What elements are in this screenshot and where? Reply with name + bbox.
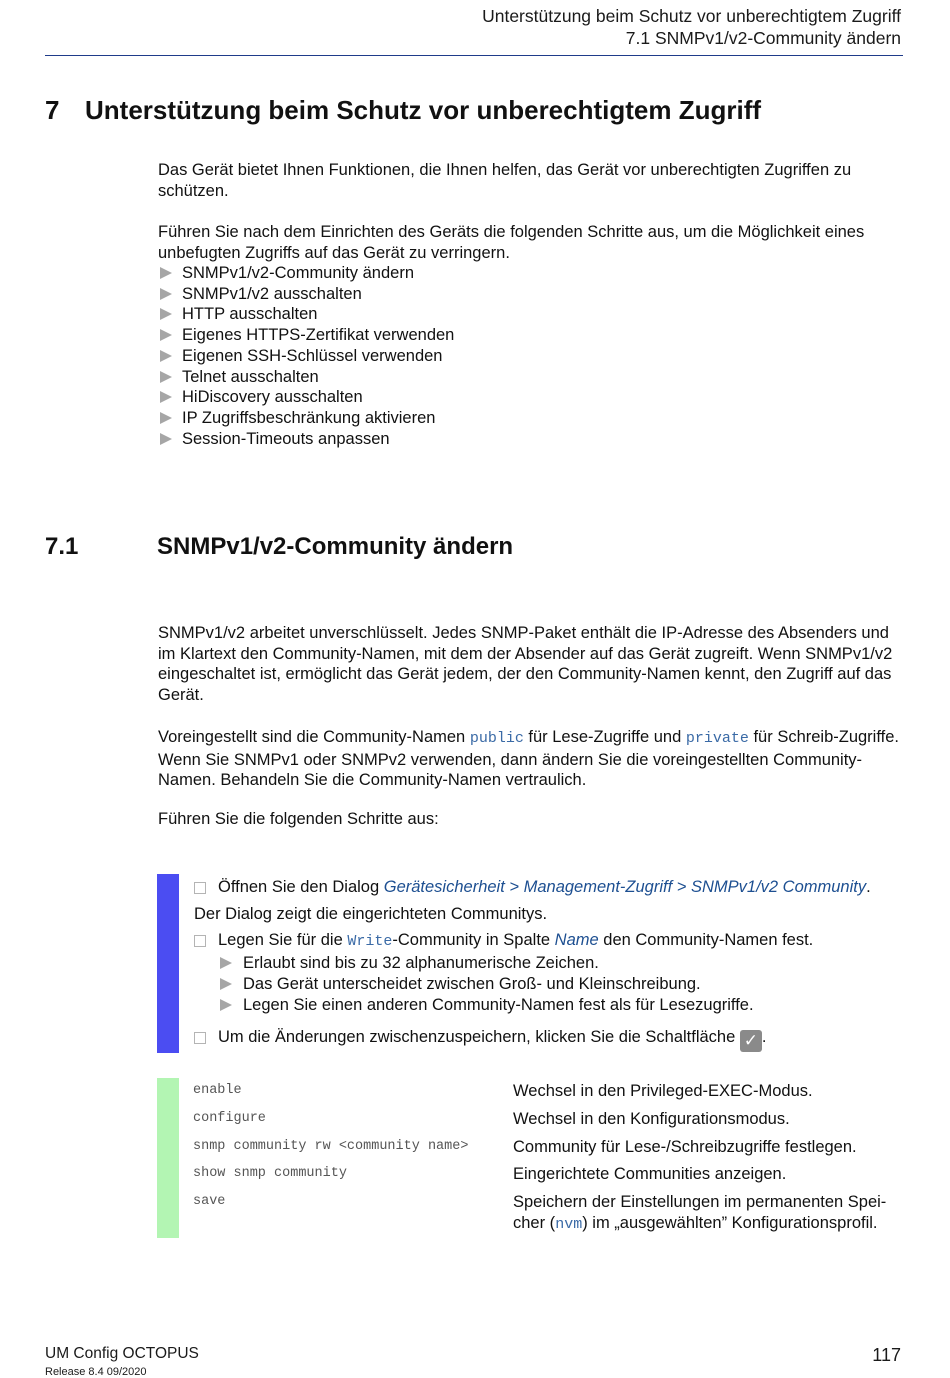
cli-command: show snmp community xyxy=(193,1166,347,1181)
list-item: Session-Timeouts anpassen xyxy=(158,429,454,450)
cli-description: Wechsel in den Konfigurationsmodus. xyxy=(513,1110,790,1128)
chapter-intro-2: Führen Sie nach dem Einrichten des Geräts die folgenden Schritte aus, um die Möglichkeit eines unbefugten Zugriffs auf das Gerät zu verringern. xyxy=(158,223,865,262)
cli-description: Eingerichtete Communities anzeigen. xyxy=(513,1165,787,1183)
bullet-triangle-icon xyxy=(160,288,172,300)
header-rule xyxy=(45,55,903,56)
list-item: Legen Sie einen anderen Community-Namen fest als für Lesezugriffe. xyxy=(194,995,904,1016)
measures-list xyxy=(158,263,454,449)
step-save: Um die Änderungen zwischenzuspeichern, klicken Sie die Schaltfläche ✓ . xyxy=(194,1027,904,1052)
list-item: Telnet ausschalten xyxy=(158,367,454,388)
bullet-triangle-icon xyxy=(160,329,172,341)
cli-command: enable xyxy=(193,1083,242,1098)
code-public: public xyxy=(469,730,524,747)
list-item: SNMPv1/v2 ausschalten xyxy=(158,284,454,305)
list-item: HTTP ausschalten xyxy=(158,304,454,325)
list-item: Eigenen SSH-Schlüssel verwenden xyxy=(158,346,454,367)
code-write: Write xyxy=(347,933,393,951)
cli-description: Wechsel in den Privileged-EXEC-Modus. xyxy=(513,1082,813,1100)
footer-release: Release 8.4 09/2020 xyxy=(45,1366,147,1378)
section-para-1: SNMPv1/v2 arbeitet unverschlüsselt. Jedes SNMP-Paket enthält die IP-Adresse des Absenders und im Klartext den Community-Namen, mit dem der Absender auf das Gerät zugreift. Wenn SNMPv1/v2 eingeschaltet ist, ermöglicht das Gerät jedem, der den Community-Namen kennt, den Zugriff auf das Gerät. xyxy=(158,624,893,705)
step-open-dialog: Öffnen Sie den Dialog Gerätesicherheit > Management-Zugriff > SNMPv1/v2 Community. xyxy=(194,877,904,898)
bullet-triangle-icon xyxy=(220,978,232,990)
section-para-3: Führen Sie die folgenden Schritte aus: xyxy=(158,810,439,828)
step-checkbox xyxy=(194,935,206,947)
cli-command: snmp community rw <community name> xyxy=(193,1139,469,1154)
list-item: Das Gerät unterscheidet zwischen Groß- und Kleinschreibung. xyxy=(194,974,904,995)
instruction-steps xyxy=(194,877,904,1052)
section-heading xyxy=(45,533,513,561)
code-nvm: nvm xyxy=(555,1215,583,1233)
instruction-marker-bar xyxy=(157,874,179,1053)
list-item: Erlaubt sind bis zu 32 alphanumerische Zeichen. xyxy=(194,953,904,974)
cli-marker-bar xyxy=(157,1078,179,1238)
list-item: SNMPv1/v2-Community ändern xyxy=(158,263,454,284)
step-result: Der Dialog zeigt die eingerichteten Communitys. xyxy=(194,904,548,923)
chapter-intro-1: Das Gerät bietet Ihnen Funktionen, die Ihnen helfen, das Gerät vor unberechtigten Zugriffen zu schützen. xyxy=(158,161,852,200)
step-checkbox xyxy=(194,882,206,894)
code-private: private xyxy=(685,730,749,747)
checkmark-save-icon: ✓ xyxy=(740,1030,762,1052)
chapter-heading xyxy=(45,95,761,126)
menu-path: Gerätesicherheit > Management-Zugriff > SNMPv1/v2 Community xyxy=(383,878,867,896)
bullet-triangle-icon xyxy=(160,412,172,424)
bullet-triangle-icon xyxy=(160,308,172,320)
bullet-triangle-icon xyxy=(160,371,172,383)
cli-description: Speichern der Einstellungen im permanenten Spei-cher (nvm) im „ausgewählten” Konfigurationsprofil. xyxy=(513,1193,887,1233)
chapter-title: Unterstützung beim Schutz vor unberechtigtem Zugriff xyxy=(85,95,762,125)
footer-document-name: UM Config OCTOPUS xyxy=(45,1345,199,1362)
running-header-section: 7.1 SNMPv1/v2-Community ändern xyxy=(625,28,901,48)
bullet-triangle-icon xyxy=(220,999,232,1011)
section-title: SNMPv1/v2-Community ändern xyxy=(157,533,514,560)
section-para-2: Voreingestellt sind die Community-Namen public für Lese-Zugriffe und private für Schreib-Zugriffe. Wenn Sie SNMPv1 oder SNMPv2 verwenden, dann ändern Sie die voreingestellten Community-Namen. Behandeln Sie die Community-Namen vertraulich. xyxy=(158,728,899,790)
cli-command: configure xyxy=(193,1111,266,1126)
bullet-triangle-icon xyxy=(160,391,172,403)
column-name: Name xyxy=(554,931,599,950)
list-item: HiDiscovery ausschalten xyxy=(158,387,454,408)
section-number: 7.1 xyxy=(45,533,79,560)
bullet-triangle-icon xyxy=(160,267,172,279)
cli-command: save xyxy=(193,1194,226,1209)
list-item: Eigenes HTTPS-Zertifikat verwenden xyxy=(158,325,454,346)
list-item: IP Zugriffsbeschränkung aktivieren xyxy=(158,408,454,429)
page-number: 117 xyxy=(872,1345,901,1365)
bullet-triangle-icon xyxy=(160,350,172,362)
step-set-name: Legen Sie für die Write-Community in Spalte Name den Community-Namen fest. xyxy=(194,930,904,953)
step-checkbox xyxy=(194,1032,206,1044)
cli-description: Community für Lese-/Schreibzugriffe festlegen. xyxy=(513,1138,857,1156)
bullet-triangle-icon xyxy=(220,957,232,969)
bullet-triangle-icon xyxy=(160,433,172,445)
chapter-number: 7 xyxy=(45,95,60,125)
running-header-chapter: Unterstützung beim Schutz vor unberechtigtem Zugriff xyxy=(482,6,901,26)
